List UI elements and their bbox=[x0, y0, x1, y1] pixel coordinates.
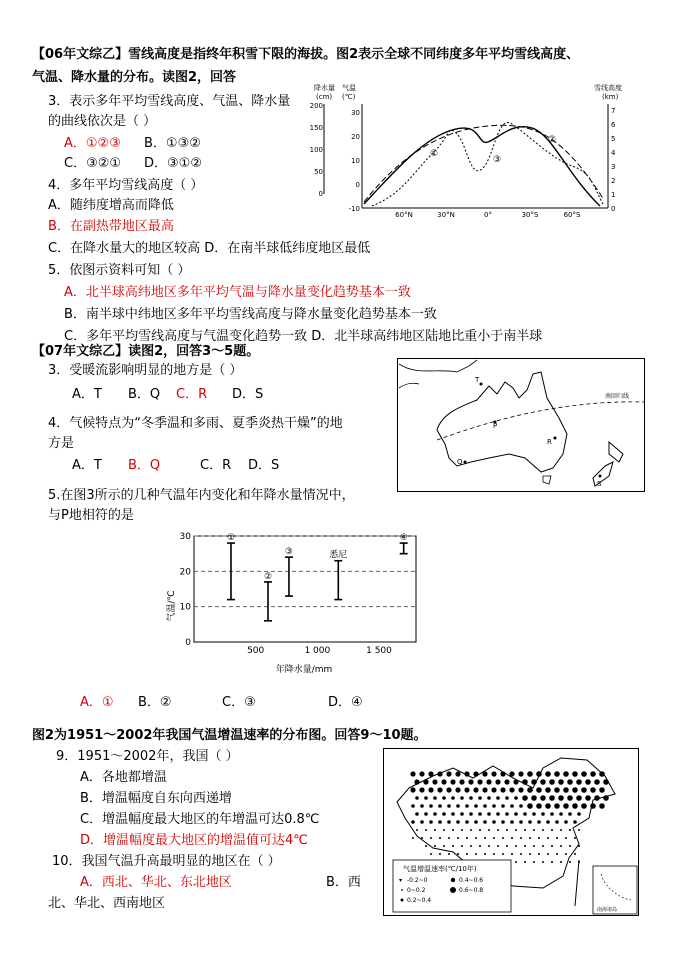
q5-stem: 5．依图示资料可知（ ） bbox=[48, 263, 191, 278]
china-warming-map bbox=[383, 748, 639, 916]
snow-tick: 0 bbox=[611, 205, 616, 213]
point-p: P bbox=[493, 422, 498, 430]
q3-option-c: C．③②① bbox=[64, 156, 122, 171]
precip-tick: 100 bbox=[309, 146, 323, 154]
snow-tick: 7 bbox=[611, 107, 616, 115]
s2-q3-option-b: B．Q bbox=[128, 387, 161, 402]
range-bar-label: 悉尼 bbox=[329, 550, 348, 561]
range-bar-label: ① bbox=[226, 533, 236, 544]
q4-stem: 4．多年平均雪线高度（ ） bbox=[48, 178, 204, 193]
lat-tick: 30°N bbox=[437, 211, 455, 219]
range-bar bbox=[227, 543, 235, 600]
curve-label: ② bbox=[548, 135, 557, 145]
curve-3 bbox=[372, 123, 604, 206]
legend-item: -0.2~0 bbox=[407, 877, 428, 884]
temp-tick: 30 bbox=[351, 109, 360, 117]
q10-option-a: A．西北、华北、东北地区 bbox=[80, 875, 232, 890]
precip-axis-label: 降水量 bbox=[314, 84, 335, 92]
q3-option-d: D．③①② bbox=[144, 156, 202, 171]
s2-q5-option-d: D．④ bbox=[328, 695, 363, 710]
range-bar-label: ② bbox=[263, 571, 273, 582]
q10-stem: 10．我国气温升高最明显的地区在（ ） bbox=[52, 854, 281, 869]
s2-q4-option-d: D．S bbox=[248, 458, 280, 473]
s2-q5-option-c: C．③ bbox=[222, 695, 256, 710]
curve-1 bbox=[364, 127, 600, 206]
s2-q5-stem-line1: 5.在图3所示的几种气温年内变化和年降水量情况中， bbox=[48, 488, 355, 503]
q9-option-b: B．增温幅度自东向西递增 bbox=[80, 791, 232, 806]
range-bar-label: ④ bbox=[399, 533, 408, 544]
lat-tick: 60°N bbox=[395, 211, 413, 219]
s2-q3-option-c: C．R bbox=[176, 387, 208, 402]
temp-axis-label: 气温 bbox=[342, 84, 356, 92]
y-tick: 10 bbox=[179, 602, 191, 613]
legend-item: 0~0.2 bbox=[407, 887, 426, 894]
q9-option-c: C．增温幅度最大地区的年增温可达0.8℃ bbox=[80, 812, 320, 827]
snow-tick: 3 bbox=[611, 163, 616, 171]
q10-option-b-continued: 北、华北、西南地区 bbox=[48, 896, 166, 911]
s2-q3-option-a: A．T bbox=[72, 387, 102, 402]
lat-tick: 0° bbox=[484, 211, 492, 219]
x-tick: 1 500 bbox=[366, 646, 392, 656]
s2-q4-stem-line1: 4．气候特点为“冬季温和多雨、夏季炎热干燥”的地 bbox=[48, 416, 343, 431]
temp-tick: 0 bbox=[355, 181, 360, 189]
legend-title: 气温增温速率(℃/10年) bbox=[403, 865, 477, 873]
y-tick: 20 bbox=[179, 567, 191, 578]
temp-tick: -10 bbox=[348, 205, 360, 213]
point-t: T bbox=[475, 376, 480, 384]
range-bar-label: ③ bbox=[284, 547, 294, 558]
precip-tick: 50 bbox=[314, 168, 323, 176]
q3-option-b: B．①③② bbox=[144, 136, 201, 151]
snow-tick: 5 bbox=[611, 135, 616, 143]
precip-tick: 0 bbox=[318, 190, 323, 198]
point-q: Q bbox=[457, 458, 463, 466]
y-tick: 0 bbox=[185, 638, 191, 648]
precip-tick: 200 bbox=[309, 102, 323, 110]
s2-q5-option-a: A．① bbox=[80, 695, 114, 710]
q9-stem: 9．1951～2002年，我国（ ） bbox=[56, 749, 239, 764]
curve-label: ① bbox=[430, 149, 439, 159]
precip-tick: 150 bbox=[309, 124, 323, 132]
snow-axis-unit: (km) bbox=[602, 93, 619, 101]
s2-q5-option-b: B．② bbox=[138, 695, 172, 710]
section2-header: 【07年文综乙】读图2，回答3～5题。 bbox=[32, 344, 260, 359]
australia-map bbox=[397, 358, 645, 492]
snowline-figure bbox=[309, 84, 630, 219]
q10-option-b: B．西 bbox=[326, 875, 361, 890]
curve-2 bbox=[364, 125, 604, 202]
section1-header-line1: 【06年文综乙】雪线高度是指终年积雪下限的海拔。图2表示全球不同纬度多年平均雪线高度、 bbox=[32, 47, 580, 62]
q4-option-b: B．在副热带地区最高 bbox=[48, 219, 174, 234]
q3-option-a: A．①②③ bbox=[64, 136, 121, 151]
section3-header: 图2为1951～2002年我国气温增温速率的分布图。回答9～10题。 bbox=[32, 728, 427, 743]
x-tick: 500 bbox=[247, 646, 265, 656]
curve-label: ③ bbox=[493, 155, 502, 165]
legend-item: 0.6~0.8 bbox=[459, 887, 484, 894]
temp-axis-unit: (℃) bbox=[342, 93, 356, 101]
snow-tick: 4 bbox=[611, 149, 616, 157]
range-bar bbox=[400, 543, 408, 554]
precip-axis-unit: (cm) bbox=[316, 93, 333, 101]
chart-xlabel: 年降水量/mm bbox=[275, 665, 333, 675]
q3-stem-line2: 的曲线依次是（ ） bbox=[48, 114, 157, 129]
s2-q4-stem-line2: 方是 bbox=[48, 436, 75, 451]
q3-stem-line1: 3．表示多年平均雪线高度、气温、降水量 bbox=[48, 94, 291, 109]
legend-item: 0.4~0.6 bbox=[459, 877, 484, 884]
q4-option-cd: C．在降水量大的地区较高 D．在南半球低纬度地区最低 bbox=[48, 241, 371, 256]
x-tick: 1 000 bbox=[304, 646, 331, 656]
legend-symbol-tri: ▾ bbox=[399, 877, 403, 884]
q5-option-a: A．北半球高纬地区多年平均气温与降水量变化趋势基本一致 bbox=[64, 285, 411, 300]
lat-tick: 30°S bbox=[521, 211, 539, 219]
s2-q4-option-c: C．R bbox=[200, 458, 232, 473]
q9-option-d: D．增温幅度最大地区的增温值可达4℃ bbox=[80, 833, 308, 848]
temp-tick: 10 bbox=[351, 157, 360, 165]
s2-q4-option-b: B．Q bbox=[128, 458, 161, 473]
range-bar bbox=[264, 582, 272, 621]
q4-option-a: A．随纬度增高而降低 bbox=[48, 198, 174, 213]
point-r: R bbox=[547, 438, 552, 446]
s2-q5-stem-line2: 与P地相符的是 bbox=[48, 508, 134, 523]
y-tick: 30 bbox=[179, 532, 191, 542]
snow-axis-label: 雪线高度 bbox=[594, 84, 622, 92]
q5-option-cd: C．多年平均雪线高度与气温变化趋势一致 D．北半球高纬地区陆地比重小于南半球 bbox=[64, 329, 543, 344]
snow-tick: 2 bbox=[611, 177, 616, 185]
lat-tick: 60°S bbox=[563, 211, 581, 219]
chart-ylabel: 气温/℃ bbox=[167, 590, 177, 622]
section1-header-line2: 气温、降水量的分布。读图2，回答 bbox=[32, 70, 237, 85]
temp-tick: 20 bbox=[351, 133, 360, 141]
legend-item: 0.2~0.4 bbox=[407, 897, 432, 904]
s2-q4-option-a: A．T bbox=[72, 458, 102, 473]
temp-precip-chart bbox=[164, 522, 424, 674]
q9-option-a: A．各地都增温 bbox=[80, 770, 167, 785]
snow-tick: 1 bbox=[611, 191, 616, 199]
point-s: S bbox=[597, 480, 602, 488]
range-bar bbox=[285, 557, 293, 596]
snow-tick: 6 bbox=[611, 121, 616, 129]
range-bar bbox=[334, 561, 342, 600]
q5-option-b: B．南半球中纬地区多年平均雪线高度与降水量变化趋势基本一致 bbox=[64, 307, 437, 322]
tropic-label: 南回归线 bbox=[605, 393, 630, 400]
chart-frame bbox=[194, 536, 416, 642]
s2-q3-stem: 3．受暖流影响明显的地方是（ ） bbox=[48, 363, 243, 378]
inset-label: 南海诸岛 bbox=[597, 907, 618, 913]
s2-q3-option-d: D．S bbox=[232, 387, 264, 402]
